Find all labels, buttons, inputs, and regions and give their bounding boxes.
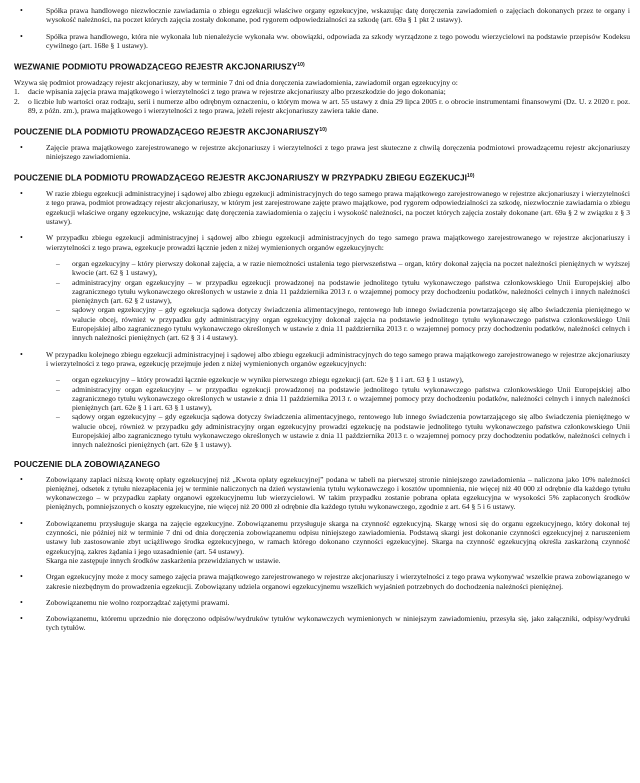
bullet-marker: •	[20, 142, 23, 152]
bullet-text: Zobowiązanemu przysługuje skarga na zajęcie egzekucyjne. Zobowiązanemu przysługuje skarga na czynność egzekucyjną. Skargę wnosi się do organu egzekucyjnego, który dokonał tej czynności, nie później niż w terminie 7 dni od dnia doręczenia zobowiązanemu odpisu niniejszego zawiadomienia. Podstawą skargi jest dokonanie czynności egzekucyjnej z naruszeniem ustawy lub zastosowanie zbyt uciążliwego środka egzekucyjnego, w ramach którego dokonano czynności egzekucyjnej. Skarga na czynność egzekucyjną określa zaskarżoną czynność egzekucyjną, zakres żądania i jego uzasadnienie (art. 54 ustawy).	[46, 518, 630, 556]
bullet-marker: •	[20, 349, 23, 359]
bullet-item	[14, 475, 630, 512]
bullet-marker: •	[20, 518, 23, 528]
bullet-marker: •	[20, 474, 23, 484]
bullet-item	[14, 519, 630, 565]
bullet-text: Zobowiązanemu, któremu uprzednio nie doręczono odpisów/wydruków tytułów wykonawczych wymienionych w niniejszym zawiadomieniu, przesyła się, jako załączniki, odpisy/wydruki tych tytułów.	[46, 614, 630, 633]
bullet-marker: •	[20, 614, 23, 624]
bullet-text-tail: Skarga nie zastępuje innych środków zaskarżenia przewidzianych w ustawie.	[46, 555, 281, 565]
bullet-item	[14, 189, 630, 226]
dash-item: – organ egzekucyjny – który prowadzi łącznie egzekucje w wyniku pierwszego zbiegu egzekucji (art. 62e § 1 i art. 63 § 1 ustawy),	[56, 375, 464, 385]
bullet-text: Organ egzekucyjny może z mocy samego zajęcia prawa majątkowego zarejestrowanego w rejestrze akcjonariuszy i wierzytelności z tego prawa wykonywać wszelkie prawa zobowiązanego w zakresie niezbędnym do prowadzenia egzekucji. Zobowiązany udziela organowi egzekucyjnemu wszelkich wyjaśnień potrzebnych do dochodzenia należności pieniężnej.	[46, 572, 630, 591]
section-heading: POUCZENIE DLA ZOBOWIĄZANEGO	[14, 459, 161, 469]
bullet-marker: •	[20, 31, 23, 41]
bullet-text: Spółka prawa handlowego niezwłocznie zawiadamia o zbiegu egzekucji właściwe organy egzekucyjne, wskazując datę doręczenia zawiadomień o zajęciach dokonanych przez te organy i wysokość należności, na poczet których zajęcia zostały dokonane, pod rygorem odpowiedzialności za szkodę (art. 69a § 1 pkt 2 ustawy).	[46, 6, 630, 25]
numbered-item: 1. dacie wpisania zajęcia prawa majątkowego i wierzytelności z tego prawa w rejestrze akcjonariuszy albo przeszkodzie do jego dokonania;	[14, 87, 446, 97]
section-heading: WEZWANIE PODMIOTU PROWADZĄCEGO REJESTR AKCJONARIUSZY$^{10)}$	[14, 62, 305, 72]
bullet-text: W razie zbiegu egzekucji administracyjnej i sądowej albo zbiegu egzekucji administracyjnych do tego samego prawa majątkowego zarejestrowanego w rejestrze akcjonariuszy i wierzytelności z tego prawa, podmiot prowadzący rejestr akcjonariuszy, w którym jest zarejestrowane zajęte prawo majątkowe, pod rygorem odpowiedzialności za szkodę, niezwłocznie zawiadamia o zbiegu egzekucji właściwe organy egzekucyjne, wskazując datę doręczenia zawiadomienia o zajęciu i wysokość należności, na poczet których zajęcia zostały dokonane (art. 69a § 2 w związku z § 3 ustawy).	[46, 189, 630, 227]
bullet-text: Zobowiązany zapłaci niższą kwotę opłaty egzekucyjnej niż „Kwota opłaty egzekucyjnej” podana w tabeli na pierwszej stronie niniejszego zawiadomienia – naliczona jako 10% należności pieniężnej, odsetek z tytułu niezapłacenia jej w terminie naliczonych na dzień wystawienia tytułu wykonawczego i kosztów upomnienia, nie więcej niż 40 000 zł odrębnie dla każdego tytułu wykonawczego – w przypadku zapłaty organowi egzekucyjnemu lub wierzycielowi. W takim przypadku zostanie pobrana opłata egzekucyjna w wysokości 5% zapłaconych środków pieniężnych, pomniejszonych o koszty egzekucyjne, nie więcej niż 20 000 zł odrębnie dla każdego tytułu wykonawczego, zgodnie z art. 64 § 5 i 6 ustawy.	[46, 474, 630, 512]
bullet-item	[14, 572, 630, 591]
bullet-item	[14, 32, 630, 51]
document-body	[14, 6, 630, 633]
bullet-item	[14, 233, 630, 252]
bullet-marker: •	[20, 233, 23, 243]
bullet-marker: •	[20, 6, 23, 15]
dash-item: – administracyjny organ egzekucyjny – w przypadku egzekucji prowadzonej na podstawie jednolitego tytułu wykonawczego państwa członkowskiego Unii Europejskiej albo zagranicznego tytułu wykonawczego określonych w ustawie z dnia 11 października 2013 r. o wzajemnej pomocy przy dochodzeniu podatków, należności celnych i innych należności pieniężnych (art. 62e § 1 i art. 63 § 1 ustawy),	[56, 384, 630, 413]
section-intro: Wzywa się podmiot prowadzący rejestr akcjonariuszy, aby w terminie 7 dni od dnia doręczenia zawiadomienia, zawiadomił organ egzekucyjny o:	[14, 77, 458, 87]
bullet-marker: •	[20, 572, 23, 582]
bullet-item	[14, 350, 630, 369]
bullet-text: Zobowiązanemu nie wolno rozporządzać zajętymi prawami.	[46, 597, 230, 607]
bullet-item	[14, 598, 630, 607]
bullet-text: Zajęcie prawa majątkowego zarejestrowanego w rejestrze akcjonariuszy i wierzytelności z tego prawa jest skuteczne z chwilą doręczenia podmiotowi prowadzącemu rejestr akcjonariuszy niniejszego zawiadomienia.	[46, 142, 630, 162]
dash-item: – sądowy organ egzekucyjny – gdy egzekucja sądowa dotyczy świadczenia alimentacyjnego, rentowego lub innego świadczenia powtarzającego się albo świadczenia pieniężnego w walucie obcej, również w przypadku gdy administracyjny organ egzekucyjny prowadzi egzekucję na podstawie jednolitego tytułu wykonawczego państwa członkowskiego Unii Europejskiej albo zagranicznego tytułu wykonawczego określonych w ustawie z dnia 11 października 2013 r. o wzajemnej pomocy przy dochodzeniu podatków, należności celnych i innych należności pieniężnych (art. 62e § 1 ustawy).	[56, 412, 630, 450]
bullet-text: Spółka prawa handlowego, która nie wykonała lub nienależycie wykonała ww. obowiązki, odpowiada za szkody wyrządzone z tego powodu wierzycielowi na podstawie przepisów Kodeksu cywilnego (art. 168e § 1 ustawy).	[46, 31, 630, 50]
bullet-marker: •	[20, 189, 23, 199]
dash-item: – administracyjny organ egzekucyjny – w przypadku egzekucji prowadzonej na podstawie jednolitego tytułu wykonawczego państwa członkowskiego Unii Europejskiej albo zagranicznego tytułu wykonawczego określonych w ustawie z dnia 11 października 2013 r. o wzajemnej pomocy przy dochodzeniu podatków, należności celnych i innych należności pieniężnych (art. 62 § 2 ustawy),	[56, 277, 630, 306]
numbered-item: 2. o liczbie lub wartości oraz rodzaju, serii i numerze albo odrębnym oznaczeniu, o którym mowa w art. 55 ustawy z dnia 29 lipca 2005 r. o obrocie instrumentami finansowymi (Dz. U. z 2020 r. poz. 89, z późn. zm.), prawa majątkowego i wierzytelności z tego prawa, jeżeli rejestr akcjonariuszy zawiera takie dane.	[14, 96, 630, 115]
bullet-item	[14, 614, 630, 633]
dash-item: – sądowy organ egzekucyjny – gdy egzekucja sądowa dotyczy świadczenia alimentacyjnego, rentowego lub innego świadczenia powtarzającego się albo świadczenia pieniężnego w walucie obcej, również w przypadku gdy administracyjny organ egzekucyjny dokonał zajęcia na podstawie jednolitego tytułu wykonawczego państwa członkowskiego Unii Europejskiej albo zagranicznego tytułu wykonawczego określonych w ustawie z dnia 11 października 2013 r. o wzajemnej pomocy przy dochodzeniu podatków, należności celnych i innych należności pieniężnych (art. 62 § 3 i 4 ustawy).	[56, 305, 630, 343]
bullet-item	[14, 6, 630, 25]
bullet-text: W przypadku kolejnego zbiegu egzekucji administracyjnej i sądowej albo zbiegu egzekucji administracyjnych do tego samego prawa majątkowego zarejestrowanego w rejestrze akcjonariuszy i wierzytelności z tego prawa, egzekucję przejmuje jeden z niżej wymienionych organów egzekucyjnych:	[46, 349, 630, 368]
bullet-marker: •	[20, 597, 23, 607]
section-heading: POUCZENIE DLA PODMIOTU PROWADZĄCEGO REJESTR AKCJONARIUSZY W PRZYPADKU ZBIEGU EGZEKUCJI$^{10)}$	[14, 173, 475, 184]
section-heading: POUCZENIE DLA PODMIOTU PROWADZĄCEGO REJESTR AKCJONARIUSZY$^{10)}$	[14, 127, 327, 137]
dash-item: – organ egzekucyjny – który pierwszy dokonał zajęcia, a w razie niemożności ustalenia tego pierwszeństwa – organ, który dokonał zajęcia na poczet należności pieniężnych w wyższej kwocie (art. 62 § 1 ustawy),	[56, 258, 630, 278]
bullet-item	[14, 143, 630, 162]
bullet-text: W przypadku zbiegu egzekucji administracyjnej i sądowej albo zbiegu egzekucji administracyjnych do tego samego prawa majątkowego zarejestrowanego w rejestrze akcjonariuszy i wierzytelności z tego prawa, egzekucje prowadzi łącznie jeden z niżej wymienionych organów egzekucyjnych:	[46, 233, 630, 252]
